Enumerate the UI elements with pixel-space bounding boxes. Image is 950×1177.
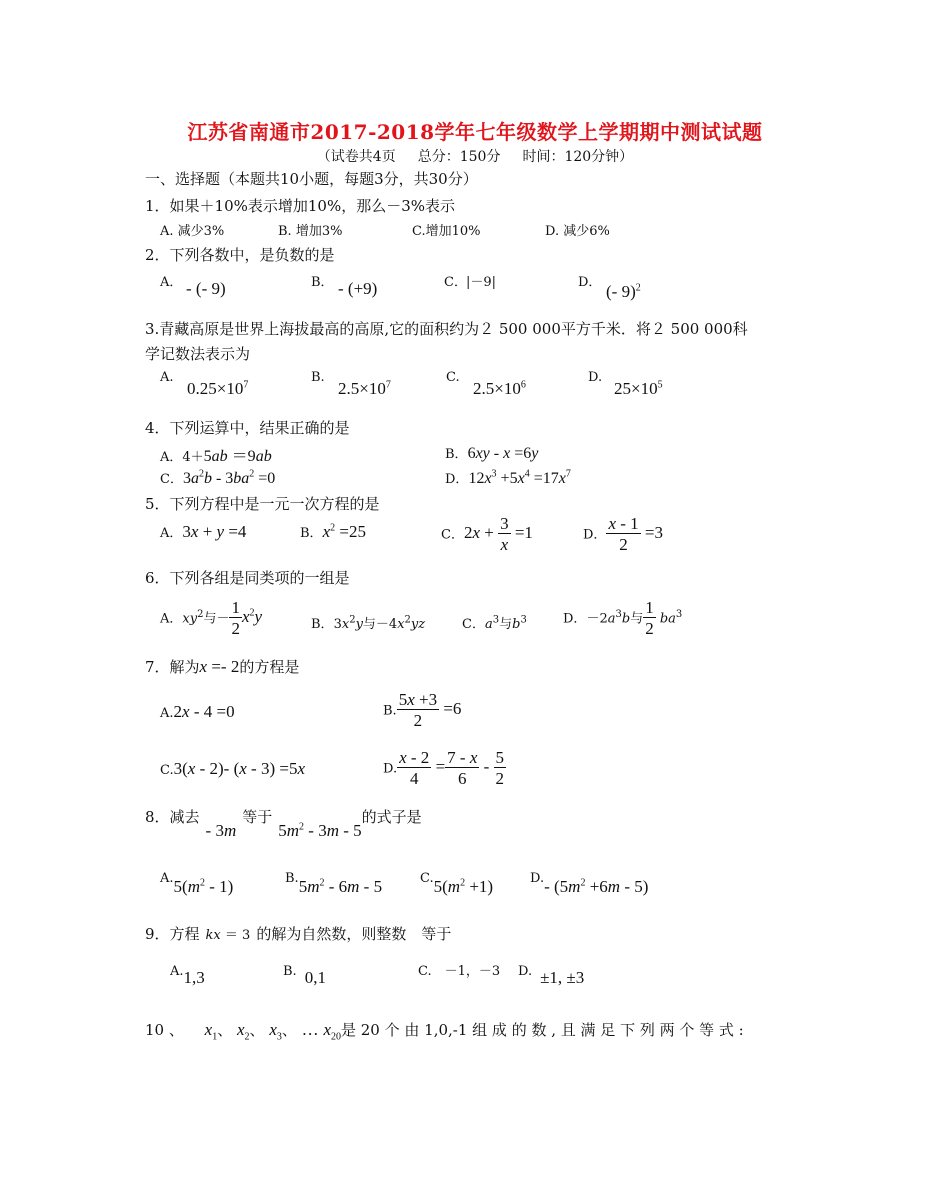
- q9-d-label: D.: [518, 964, 533, 979]
- q6-d-connector: 与: [630, 611, 644, 627]
- q6-d-prefix: －2: [586, 611, 608, 627]
- q5-d-label: D．: [583, 527, 607, 543]
- q10-stem-post: 是 20 个 由 1,0,-1 组 成 的 数 , 且 满 足 下 列 两 个 等 式 :: [341, 1021, 744, 1039]
- question-8-stem: 8．减去- 3m等于$5m^2 - 3m - 5$的式子是: [145, 808, 422, 840]
- q3-d-base: 25×10: [614, 379, 658, 398]
- question-9-stem: 9．方程 kx ＝ 3 的解为自然数，则整数 等于: [145, 925, 452, 943]
- q9-b-label: B.: [283, 964, 297, 979]
- q9-d-math: ±1, ±3: [540, 968, 585, 987]
- q10-dots: …: [301, 1020, 319, 1039]
- q4-d-label: D．: [445, 472, 469, 487]
- q3-option-c-math: [473, 379, 526, 399]
- exam-time: 时间：120分钟）: [522, 149, 634, 165]
- q7-stem-post: 的方程是: [239, 658, 300, 676]
- q4-c-label: C．: [160, 472, 183, 487]
- q3-option-c-label: C.: [446, 370, 460, 385]
- q8-option-d: D.- $(5m^2 +6m - 5)$: [530, 871, 649, 896]
- q9-b-math: 0,1: [304, 968, 326, 987]
- exam-total-score: 总分：150分: [417, 149, 501, 165]
- q1-option-d: D. 减少6%: [545, 224, 610, 239]
- q9-option-b: [283, 960, 326, 987]
- q8-d-label: D.: [530, 871, 545, 886]
- q10-sep-2: 、: [249, 1021, 265, 1039]
- q2-option-d-label: D．: [578, 275, 602, 290]
- q6-a-label: A．: [160, 611, 183, 627]
- q2-d-exp: 2: [635, 282, 641, 294]
- q9-option-d: [518, 960, 585, 987]
- q8-stem-post: 的式子是: [361, 808, 422, 826]
- q6-d-label: D．: [563, 611, 587, 627]
- q3-c-exp: 6: [520, 379, 526, 391]
- q6-option-a: A．$xy^2$与－ $\frac{1}{2}$ $x^2y$: [160, 598, 263, 638]
- question-4-stem: 4．下列运算中，结果正确的是: [145, 419, 350, 437]
- q9-a-math: 1,3: [183, 968, 205, 987]
- q3-c-base: 2.5×10: [473, 379, 521, 398]
- question-10-stem: 10 、 $x_1$、 $x_2$、 $x_3$、 … $x_{20}$是 20 个 由 1,0,-1 组 成 的 数 , 且 满 足 下 列 两 个 等 式 :: [145, 1020, 744, 1043]
- question-3-stem-1: 3.青藏高原是世界上海拔最高的高原,它的面积约为２ 500 000平方千米．将２ 500 000科: [145, 320, 748, 338]
- q4-a-label: A．4＋: [160, 450, 204, 465]
- q2-option-b-label: B．: [311, 275, 334, 290]
- q5-option-c: C．2x + $\frac{3}{x}$ =1: [441, 514, 533, 554]
- q6-a-connector: 与－: [203, 611, 230, 627]
- q9-option-a: [170, 960, 205, 987]
- q7-option-a: A.2x - 4 =0: [160, 702, 235, 721]
- q5-option-d: D． $\frac{x - 1}{2}$ =3: [583, 514, 663, 554]
- q8-stem-mid: 等于: [242, 808, 273, 826]
- q9-stem-pre: 9．方程: [145, 925, 200, 943]
- q3-a-exp: 7: [243, 379, 249, 391]
- q9-option-c: C. －1，－3: [418, 964, 501, 979]
- q2-option-b-math: - (+9): [338, 279, 378, 298]
- q7-option-c: C.3(x - 2)- (x - 3) =5x: [160, 759, 306, 778]
- exam-info: [0, 146, 950, 166]
- q3-a-base: 0.25×10: [187, 379, 244, 398]
- page-title: 江苏省南通市2017-2018学年七年级数学上学期期中测试试题: [187, 120, 763, 144]
- q7-c-label: C.: [160, 763, 174, 778]
- q5-option-b: B．$x^2 =25$: [300, 522, 366, 541]
- q8-stem-pre: 8．减去: [145, 808, 200, 826]
- q7-a-label: A.: [160, 706, 174, 721]
- q3-b-exp: 7: [385, 379, 391, 391]
- q3-option-a-label: A.: [160, 370, 174, 385]
- q1-option-b: B. 增加3%: [278, 224, 343, 239]
- q7-stem-pre: 7．解为: [145, 658, 200, 676]
- q8-b-label: B.: [285, 871, 299, 886]
- q6-b-label: B．: [311, 617, 334, 632]
- question-2-stem: 2．下列各数中，是负数的是: [145, 246, 335, 264]
- q8-c-label: C.: [420, 871, 434, 886]
- q6-option-c: C．$a^3$与$b^3$: [462, 614, 527, 632]
- q6-c-connector: 与: [499, 617, 513, 632]
- q6-c-label: C．: [462, 617, 485, 632]
- q3-option-b-label: B.: [311, 370, 325, 385]
- q9-a-label: A.: [170, 964, 184, 979]
- q3-option-a-math: [187, 379, 248, 399]
- q7-d-label: D.: [383, 761, 398, 777]
- q4-b-label: B．: [445, 447, 468, 462]
- exam-pages: （试卷共4页: [316, 149, 396, 165]
- q2-option-a-math: - (- 9): [186, 279, 226, 298]
- q8-option-a: $A.5(m^2 - 1)$: [160, 871, 234, 896]
- q2-option-c-label: C．: [444, 275, 467, 290]
- q5-c-label: C．: [441, 527, 464, 543]
- q3-d-exp: 5: [657, 379, 663, 391]
- q2-option-d-math: [606, 282, 641, 302]
- q7-option-b: B. $\frac{5x +3}{2}$ =6: [383, 690, 462, 730]
- q9-stem-post: 的解为自然数，则整数 等于: [256, 925, 452, 943]
- q4-option-c: C．$3a^2b - 3ba^2 =0$: [160, 468, 276, 487]
- q1-option-a: A. 减少3%: [160, 224, 225, 239]
- q3-option-d-label: D.: [588, 370, 603, 385]
- q8-option-b: $B.5m^2 - 6m - 5$: [285, 871, 383, 896]
- q4-option-d: D．$12x^3 +5x^4 =17x^7$: [445, 468, 571, 487]
- question-5-stem: 5．下列方程中是一元一次方程的是: [145, 495, 380, 513]
- q10-sep-3: 、: [281, 1021, 297, 1039]
- section-header: 一、选择题（本题共10小题，每题3分，共30分）: [145, 170, 478, 188]
- q2-option-a-label: A．: [160, 275, 183, 290]
- q8-a-label: A.: [160, 871, 174, 886]
- q6-option-d: D．$-2a^3b$与 $\frac{1}{2}$ $ba^3$: [563, 598, 683, 638]
- q7-b-label: B.: [383, 703, 397, 719]
- q8-option-c: $C.5(m^2 +1)$: [420, 871, 494, 896]
- q4-option-a: A．4＋5ab ＝9ab: [160, 448, 272, 465]
- q2-option-c-math: |－9|: [466, 275, 497, 290]
- question-7-stem: 7．解为x =- 2的方程是: [145, 657, 300, 676]
- q10-sep-1: 、: [217, 1021, 233, 1039]
- q6-option-b: B．$3x^2y$与$-4x^2yz$: [311, 614, 426, 632]
- question-3-stem-2: 学记数法表示为: [145, 345, 251, 363]
- q2-d-base: (- 9): [606, 282, 636, 301]
- q3-option-d-math: [614, 379, 663, 399]
- q1-option-c: C.增加10%: [412, 224, 481, 239]
- q5-a-label: A．: [160, 526, 183, 541]
- q5-option-a: A．3x + y =4: [160, 522, 247, 541]
- q6-b-connector: 与－4: [362, 617, 398, 632]
- q3-option-b-math: [338, 379, 391, 399]
- q10-stem-pre: 10 、: [145, 1021, 184, 1039]
- q3-b-base: 2.5×10: [338, 379, 386, 398]
- q5-b-label: B．: [300, 526, 323, 541]
- q7-option-d: D. $\frac{x - 2}{4}$ = $\frac{7 - x}{6}$ - $\frac{5}{2}$: [383, 748, 505, 788]
- question-6-stem: 6．下列各组是同类项的一组是: [145, 569, 350, 587]
- question-1-stem: 1．如果＋10%表示增加10%，那么－3%表示: [145, 197, 456, 215]
- q4-option-b: B．6xy - x =6y: [445, 445, 539, 462]
